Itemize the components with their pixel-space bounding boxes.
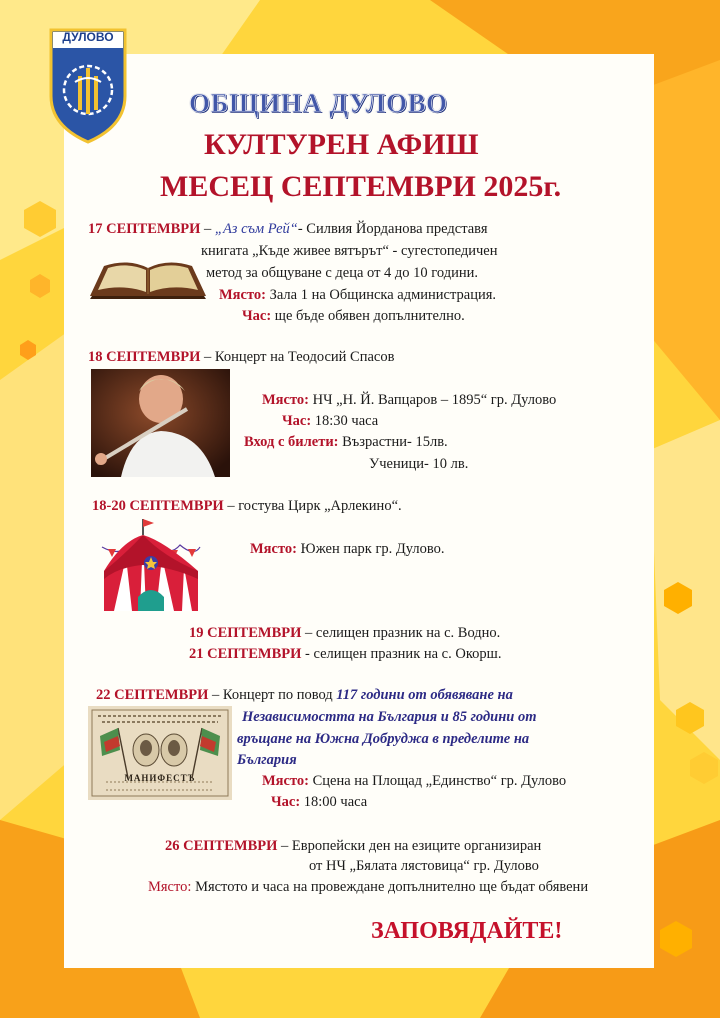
event-1-date: 17 СЕПТЕМВРИ bbox=[88, 221, 201, 237]
event-2-date: 18 СЕПТЕМВРИ bbox=[88, 349, 201, 365]
historic-manifesto-image bbox=[88, 706, 232, 800]
event-6-highlight-4: България bbox=[237, 752, 297, 768]
event-2-tickets-students: Ученици- 10 лв. bbox=[369, 456, 469, 472]
municipality-coat-of-arms-icon bbox=[47, 26, 129, 146]
event-1-place: Място: Зала 1 на Общинска администрация. bbox=[219, 287, 497, 303]
event-1-title: „Аз съм Рей“ bbox=[214, 221, 298, 237]
logo-text: ДУЛОВО bbox=[62, 30, 114, 44]
open-book-image bbox=[88, 254, 208, 300]
event-7-date: 26 СЕПТЕМВРИ bbox=[165, 838, 278, 854]
poster-title: КУЛТУРЕН АФИШ bbox=[204, 128, 479, 161]
event-7-place: Място: Мястото и часа на провеждане допълнително ще бъдат обявени bbox=[148, 879, 589, 895]
event-3-line-1: 18-20 СЕПТЕМВРИ – гостува Цирк „Арлекино“. bbox=[92, 498, 402, 514]
event-5-date: 21 СЕПТЕМВРИ bbox=[189, 646, 302, 662]
event-2-line-1: 18 СЕПТЕМВРИ – Концерт на Теодосий Спасов bbox=[88, 349, 395, 365]
event-6-date: 22 СЕПТЕМВРИ bbox=[96, 687, 209, 703]
municipality-heading: ОБЩИНА ДУЛОВО bbox=[189, 88, 448, 118]
event-1-time: Час: ще бъде обявен допълнително. bbox=[242, 308, 465, 324]
event-2-tickets: Вход с билети: Възрастни- 15лв. bbox=[244, 434, 448, 450]
event-6-time: Час: 18:00 часа bbox=[271, 794, 368, 810]
event-6-line-1: 22 СЕПТЕМВРИ – Концерт по повод 117 години от обявяване на bbox=[96, 687, 513, 703]
event-4-date: 19 СЕПТЕМВРИ bbox=[189, 625, 302, 641]
event-7-line-1: 26 СЕПТЕМВРИ – Европейски ден на езиците организиран bbox=[165, 838, 542, 854]
event-1-line-1: 17 СЕПТЕМВРИ – „Аз съм Рей“- Силвия Йорданова представя bbox=[88, 221, 488, 237]
event-7-line-2: от НЧ „Бялата лястовица“ гр. Дулово bbox=[309, 858, 539, 874]
welcome-text: ЗАПОВЯДАЙТЕ! bbox=[371, 918, 563, 944]
event-1-line-2: книгата „Къде живее вятърът“ - сугестопедичен bbox=[201, 243, 498, 259]
event-5-line: 21 СЕПТЕМВРИ - селищен празник на с. Окорш. bbox=[189, 646, 502, 662]
circus-tent-icon bbox=[100, 517, 202, 613]
poster-month: МЕСЕЦ СЕПТЕМВРИ 2025г. bbox=[160, 170, 562, 203]
event-6-highlight-2: Независимостта на България и 85 години от bbox=[242, 709, 537, 725]
event-4-line: 19 СЕПТЕМВРИ – селищен празник на с. Водно. bbox=[189, 625, 501, 641]
event-3-place: Място: Южен парк гр. Дулово. bbox=[250, 541, 445, 557]
manifesto-caption: МАНИФЕСТЪ bbox=[124, 773, 196, 783]
event-3-date: 18-20 СЕПТЕМВРИ bbox=[92, 498, 224, 514]
musician-photo bbox=[91, 369, 230, 477]
event-6-place: Място: Сцена на Площад „Единство“ гр. Дулово bbox=[262, 773, 567, 789]
event-1-line-3: метод за общуване с деца от 4 до 10 години. bbox=[206, 265, 479, 281]
event-2-time: Час: 18:30 часа bbox=[282, 413, 379, 429]
event-2-place: Място: НЧ „Н. Й. Вапцаров – 1895“ гр. Дулово bbox=[262, 392, 557, 408]
event-6-highlight-3: връщане на Южна Добруджа в пределите на bbox=[237, 731, 530, 747]
